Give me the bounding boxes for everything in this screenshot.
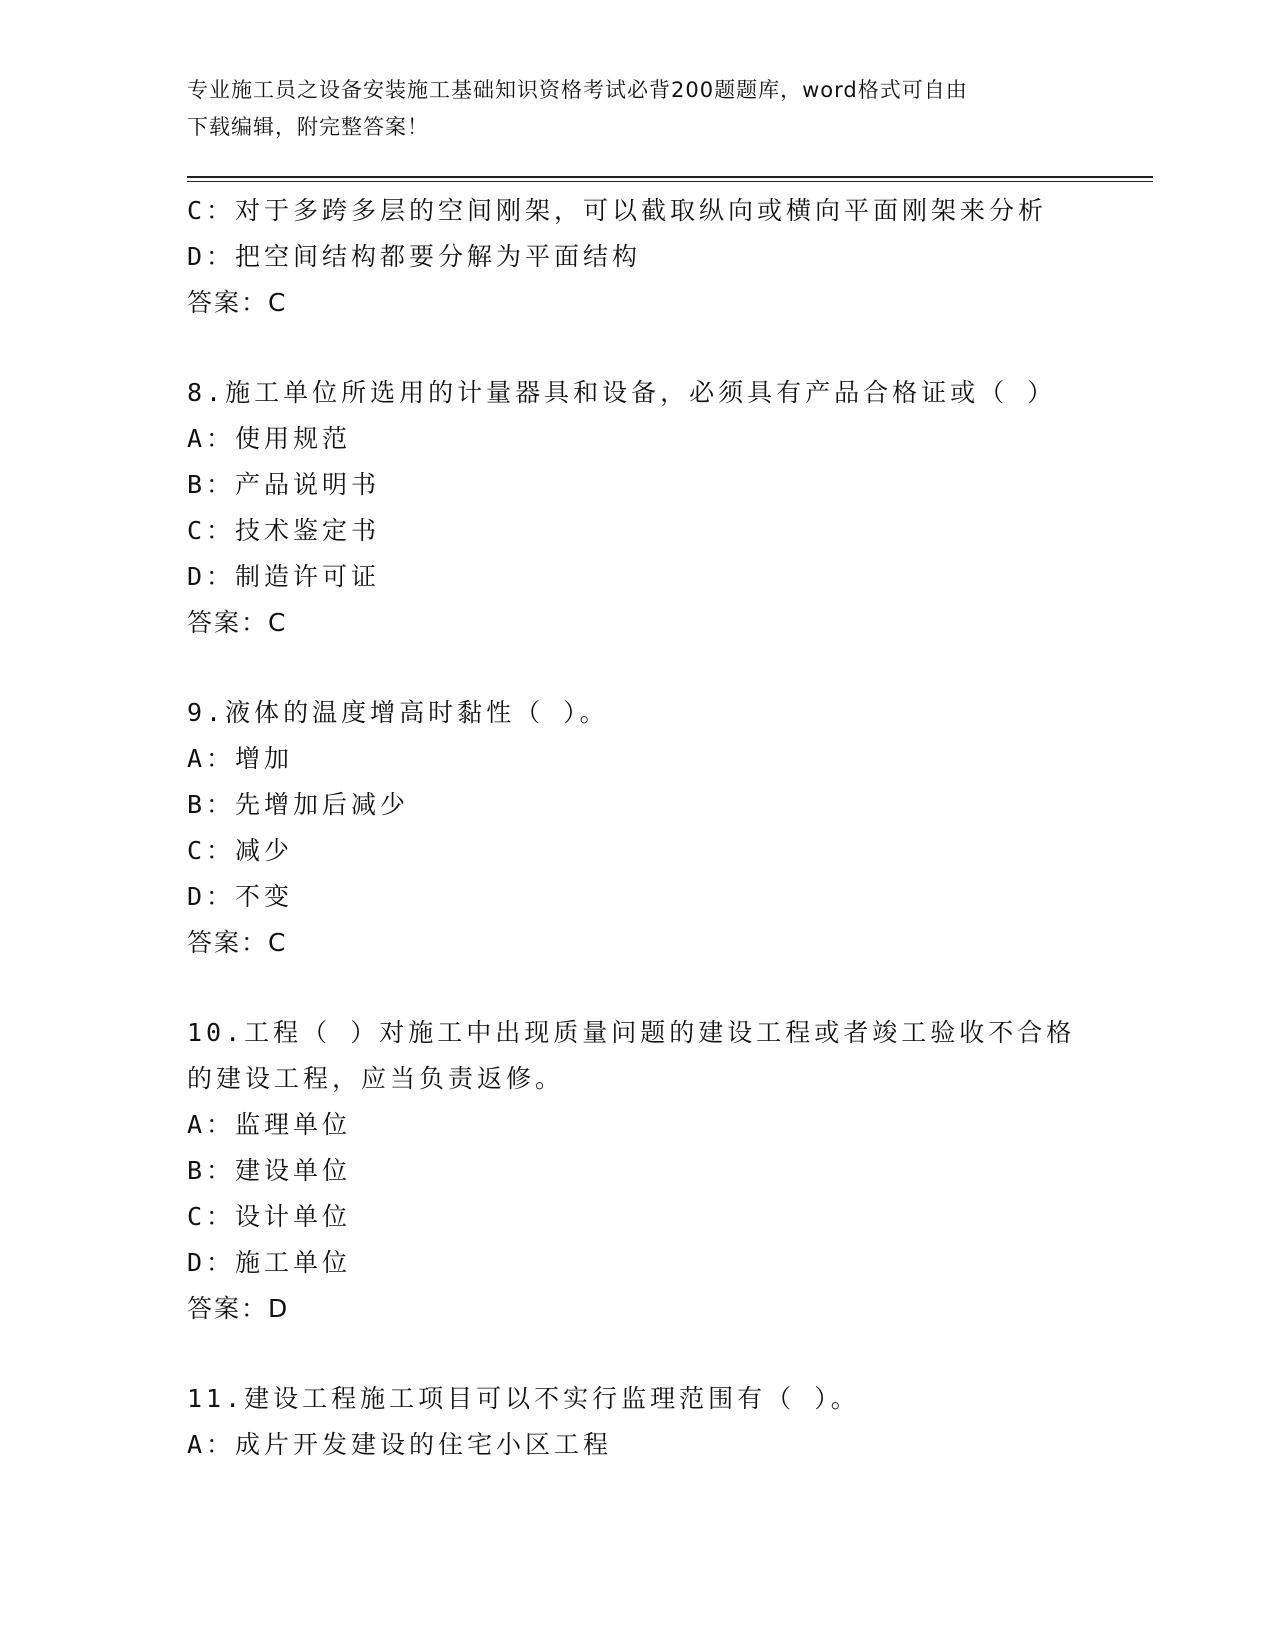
header-divider-thick (187, 176, 1153, 178)
q10-question-line-2: 的建设工程，应当负责返修。 (187, 1064, 565, 1093)
question-11-block (187, 1376, 1087, 1468)
q7-option-d: D：把空间结构都要分解为平面结构 (187, 242, 642, 271)
question-10-block (187, 1010, 1087, 1332)
q9-option-b: B：先增加后减少 (187, 790, 410, 819)
q8-option-d: D：制造许可证 (187, 562, 381, 591)
q8-option-c: C：技术鉴定书 (187, 516, 381, 545)
q10-answer: 答案：D (187, 1294, 290, 1323)
spacer (187, 1332, 1087, 1376)
q8-option-a: A：使用规范 (187, 424, 352, 453)
q8-answer: 答案：C (187, 608, 288, 637)
q10-question-line-1: 10.工程（ ）对施工中出现质量问题的建设工程或者竣工验收不合格 (187, 1018, 1076, 1047)
q9-option-c: C：减少 (187, 836, 294, 865)
q11-option-a: A：成片开发建设的住宅小区工程 (187, 1430, 613, 1459)
q11-question: 11.建设工程施工项目可以不实行监理范围有（ ）。 (187, 1384, 860, 1413)
q10-option-c: C：设计单位 (187, 1202, 352, 1231)
spacer (187, 326, 1087, 370)
spacer (187, 966, 1087, 1010)
question-9-block (187, 690, 1087, 966)
question-content (187, 188, 1087, 1468)
header-divider-thin (187, 181, 1153, 182)
question-7-block (187, 188, 1087, 326)
q9-question: 9.液体的温度增高时黏性（ ）。 (187, 698, 609, 727)
q10-option-d: D：施工单位 (187, 1248, 352, 1277)
document-header (187, 72, 1087, 146)
header-line-1: 专业施工员之设备安装施工基础知识资格考试必背200题题库，word格式可自由 (187, 78, 968, 102)
q7-answer: 答案：C (187, 288, 288, 317)
q8-option-b: B：产品说明书 (187, 470, 381, 499)
q9-option-a: A：增加 (187, 744, 294, 773)
q10-option-b: B：建设单位 (187, 1156, 352, 1185)
q10-option-a: A：监理单位 (187, 1110, 352, 1139)
q7-option-c: C：对于多跨多层的空间刚架，可以截取纵向或横向平面刚架来分析 (187, 196, 1048, 225)
q8-question: 8.施工单位所选用的计量器具和设备，必须具有产品合格证或（ ） (187, 378, 1057, 407)
question-8-block (187, 370, 1087, 646)
spacer (187, 646, 1087, 690)
header-line-2: 下载编辑，附完整答案！ (187, 115, 429, 139)
q9-answer: 答案：C (187, 928, 288, 957)
q9-option-d: D：不变 (187, 882, 294, 911)
